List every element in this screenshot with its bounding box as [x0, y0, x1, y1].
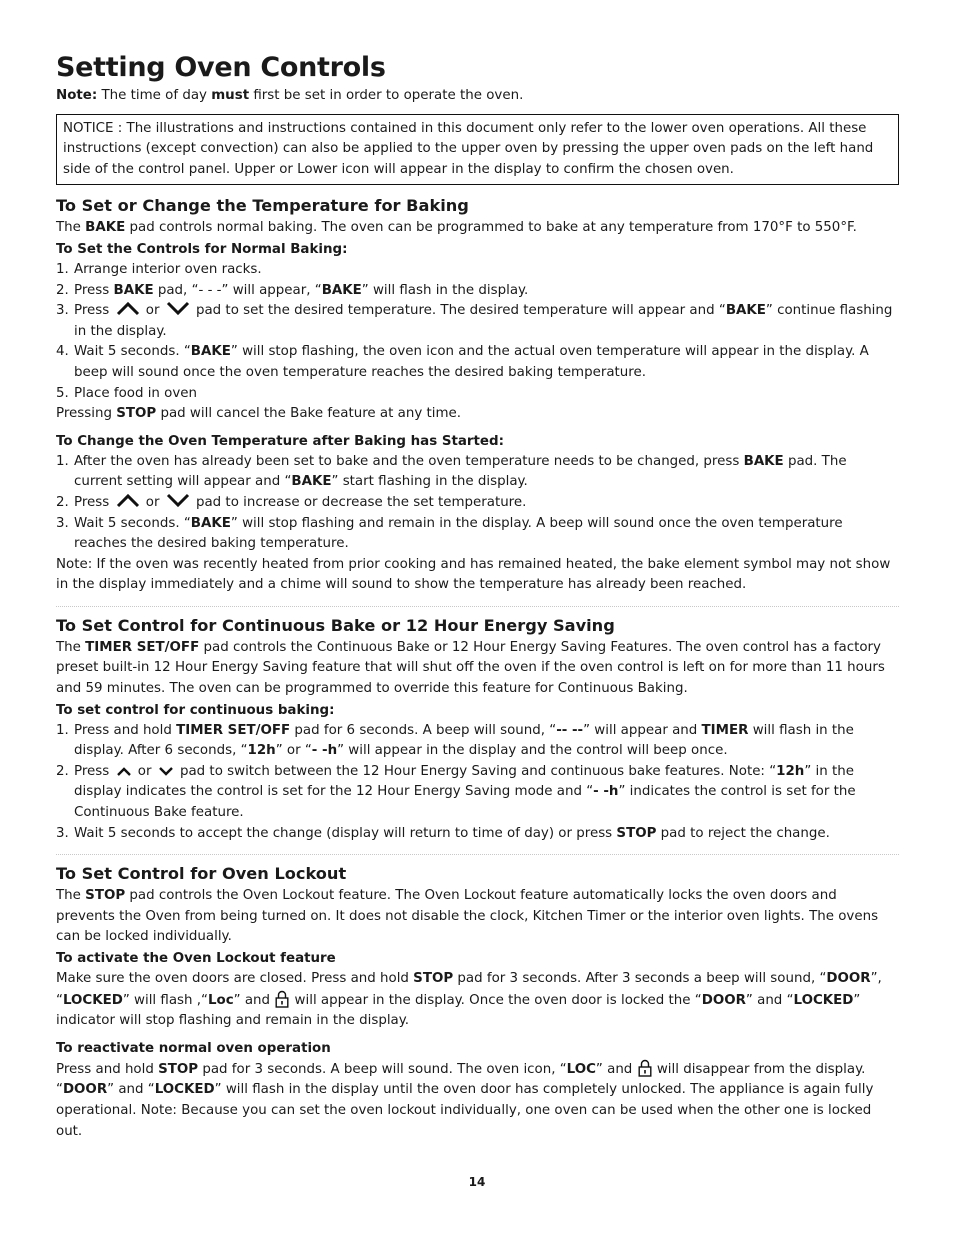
down-arrow-icon: [166, 301, 190, 316]
notice-box: NOTICE : The illustrations and instructions contained in this document only refer to the lower oven operations. All these instructions (except convection) can also be applied to the upper oven by pressing the upper oven pads on the left hand side of the control panel. Upper or Lower icon will appear in the display to confirm the chosen oven.: [56, 114, 899, 186]
list-item: 2. Press or pad to increase or decrease the set temperature.: [56, 494, 527, 510]
steps-normal-baking: [56, 260, 899, 404]
lock-icon: [275, 990, 289, 1008]
up-arrow-icon: [116, 301, 140, 316]
list-item: 2. Press or pad to switch between the 12 Hour Energy Saving and continuous bake features. Note: “12h” in the display indicates the control is set for the 12 Hour Energy Saving mode and “- -h” indicates the control is set for the Continuous Bake feature.: [56, 763, 856, 821]
subheading-reactivate: To reactivate normal oven operation: [56, 1040, 331, 1056]
section-intro: The TIMER SET/OFF pad controls the Continuous Bake or 12 Hour Energy Saving Features. The oven control has a factory preset built-in 12 Hour Energy Saving feature that will shut off the oven if the oven control is left on for more than 11 hours and 59 minutes. The oven can be programmed to override this feature for Continuous Baking.: [56, 639, 885, 697]
list-item: 3. Wait 5 seconds to accept the change (display will return to time of day) or press STOP pad to reject the change.: [56, 825, 830, 841]
list-item: 1. After the oven has already been set to bake and the oven temperature needs to be changed, press BAKE pad. The current setting will appear and “BAKE” start flashing in the display.: [56, 453, 847, 490]
list-item: 2. Press BAKE pad, “- - -” will appear, “BAKE” will flash in the display.: [56, 282, 529, 298]
up-arrow-icon: [116, 766, 132, 777]
lock-icon: [638, 1059, 652, 1077]
list-item: 1. Arrange interior oven racks.: [56, 261, 262, 277]
steps-continuous-baking: [56, 721, 899, 845]
section-heading-continuous-bake: To Set Control for Continuous Bake or 12 Hour Energy Saving: [56, 615, 615, 635]
section-intro: The BAKE pad controls normal baking. The oven can be programmed to bake at any temperature from 170°F to 550°F.: [56, 220, 857, 236]
subheading-change-temperature: To Change the Oven Temperature after Baking has Started:: [56, 433, 504, 449]
down-arrow-icon: [166, 493, 190, 508]
down-arrow-icon: [158, 766, 174, 777]
section-heading-baking: To Set or Change the Temperature for Baking: [56, 196, 469, 216]
subheading-continuous-baking: To set control for continuous baking:: [56, 702, 335, 718]
preheated-note: Note: If the oven was recently heated from prior cooking and has remained heated, the bake element symbol may not show in the display immediately and a chime will sound to show the temperature has already been reached.: [56, 556, 891, 593]
subheading-activate-lockout: To activate the Oven Lockout feature: [56, 951, 336, 966]
section-heading-oven-lockout: To Set Control for Oven Lockout: [56, 864, 347, 884]
list-item: 3. Wait 5 seconds. “BAKE” will stop flashing and remain in the display. A beep will sound once the oven temperature reaches the desired baking temperature.: [56, 515, 843, 552]
steps-change-temperature: [56, 452, 899, 555]
stop-cancel-text: Pressing STOP pad will cancel the Bake feature at any time.: [56, 406, 462, 422]
list-item: 4. Wait 5 seconds. “BAKE” will stop flashing, the oven icon and the actual oven temperature will appear in the display. A beep will sound once the oven temperature reaches the desired baking temperature.: [56, 344, 869, 380]
page-title: Setting Oven Controls: [56, 52, 386, 83]
section-divider: [56, 606, 899, 607]
list-item: 1. Press and hold TIMER SET/OFF pad for 6 seconds. A beep will sound, “-- --” will appear and TIMER will flash in the display. After 6 seconds, “12h” or “- -h” will appear in the display and the control will beep once.: [56, 722, 854, 759]
section-intro: The STOP pad controls the Oven Lockout feature. The Oven Lockout feature automatically locks the oven doors and prevents the Oven from being turned on. It does not disable the clock, Kitchen Timer or the interior oven lights. The ovens can be locked individually.: [56, 888, 879, 945]
reactivate-text: Press and hold STOP pad for 3 seconds. A beep will sound. The oven icon, “LOC” and will disappear from the display. “DOOR” and “LOCKED” will flash in the display until the oven door has completely unlocked. The appliance is again fully operational. Note: Because you can set the oven lockout individually, one oven can be used when the other one is locked out.: [56, 1059, 899, 1142]
subheading-normal-baking: To Set the Controls for Normal Baking:: [56, 241, 348, 257]
page-number: 14: [468, 1175, 486, 1189]
page-content: [56, 50, 899, 1142]
note-time-of-day: Note: The time of day must first be set in order to operate the oven.: [56, 88, 524, 103]
list-item: 5. Place food in oven: [56, 385, 198, 401]
up-arrow-icon: [116, 493, 140, 508]
section-divider: [56, 854, 899, 855]
list-item: 3. Press or pad to set the desired temperature. The desired temperature will appear and “BAKE” continue flashing in the display.: [56, 303, 893, 339]
activate-lockout-text: Make sure the oven doors are closed. Press and hold STOP pad for 3 seconds. After 3 seconds a beep will sound, “DOOR”, “LOCKED” will flash ,“Loc” and will appear in the display. Once the oven door is locked the “DOOR” and “LOCKED” indicator will stop flashing and remain in the display.: [56, 971, 882, 1029]
